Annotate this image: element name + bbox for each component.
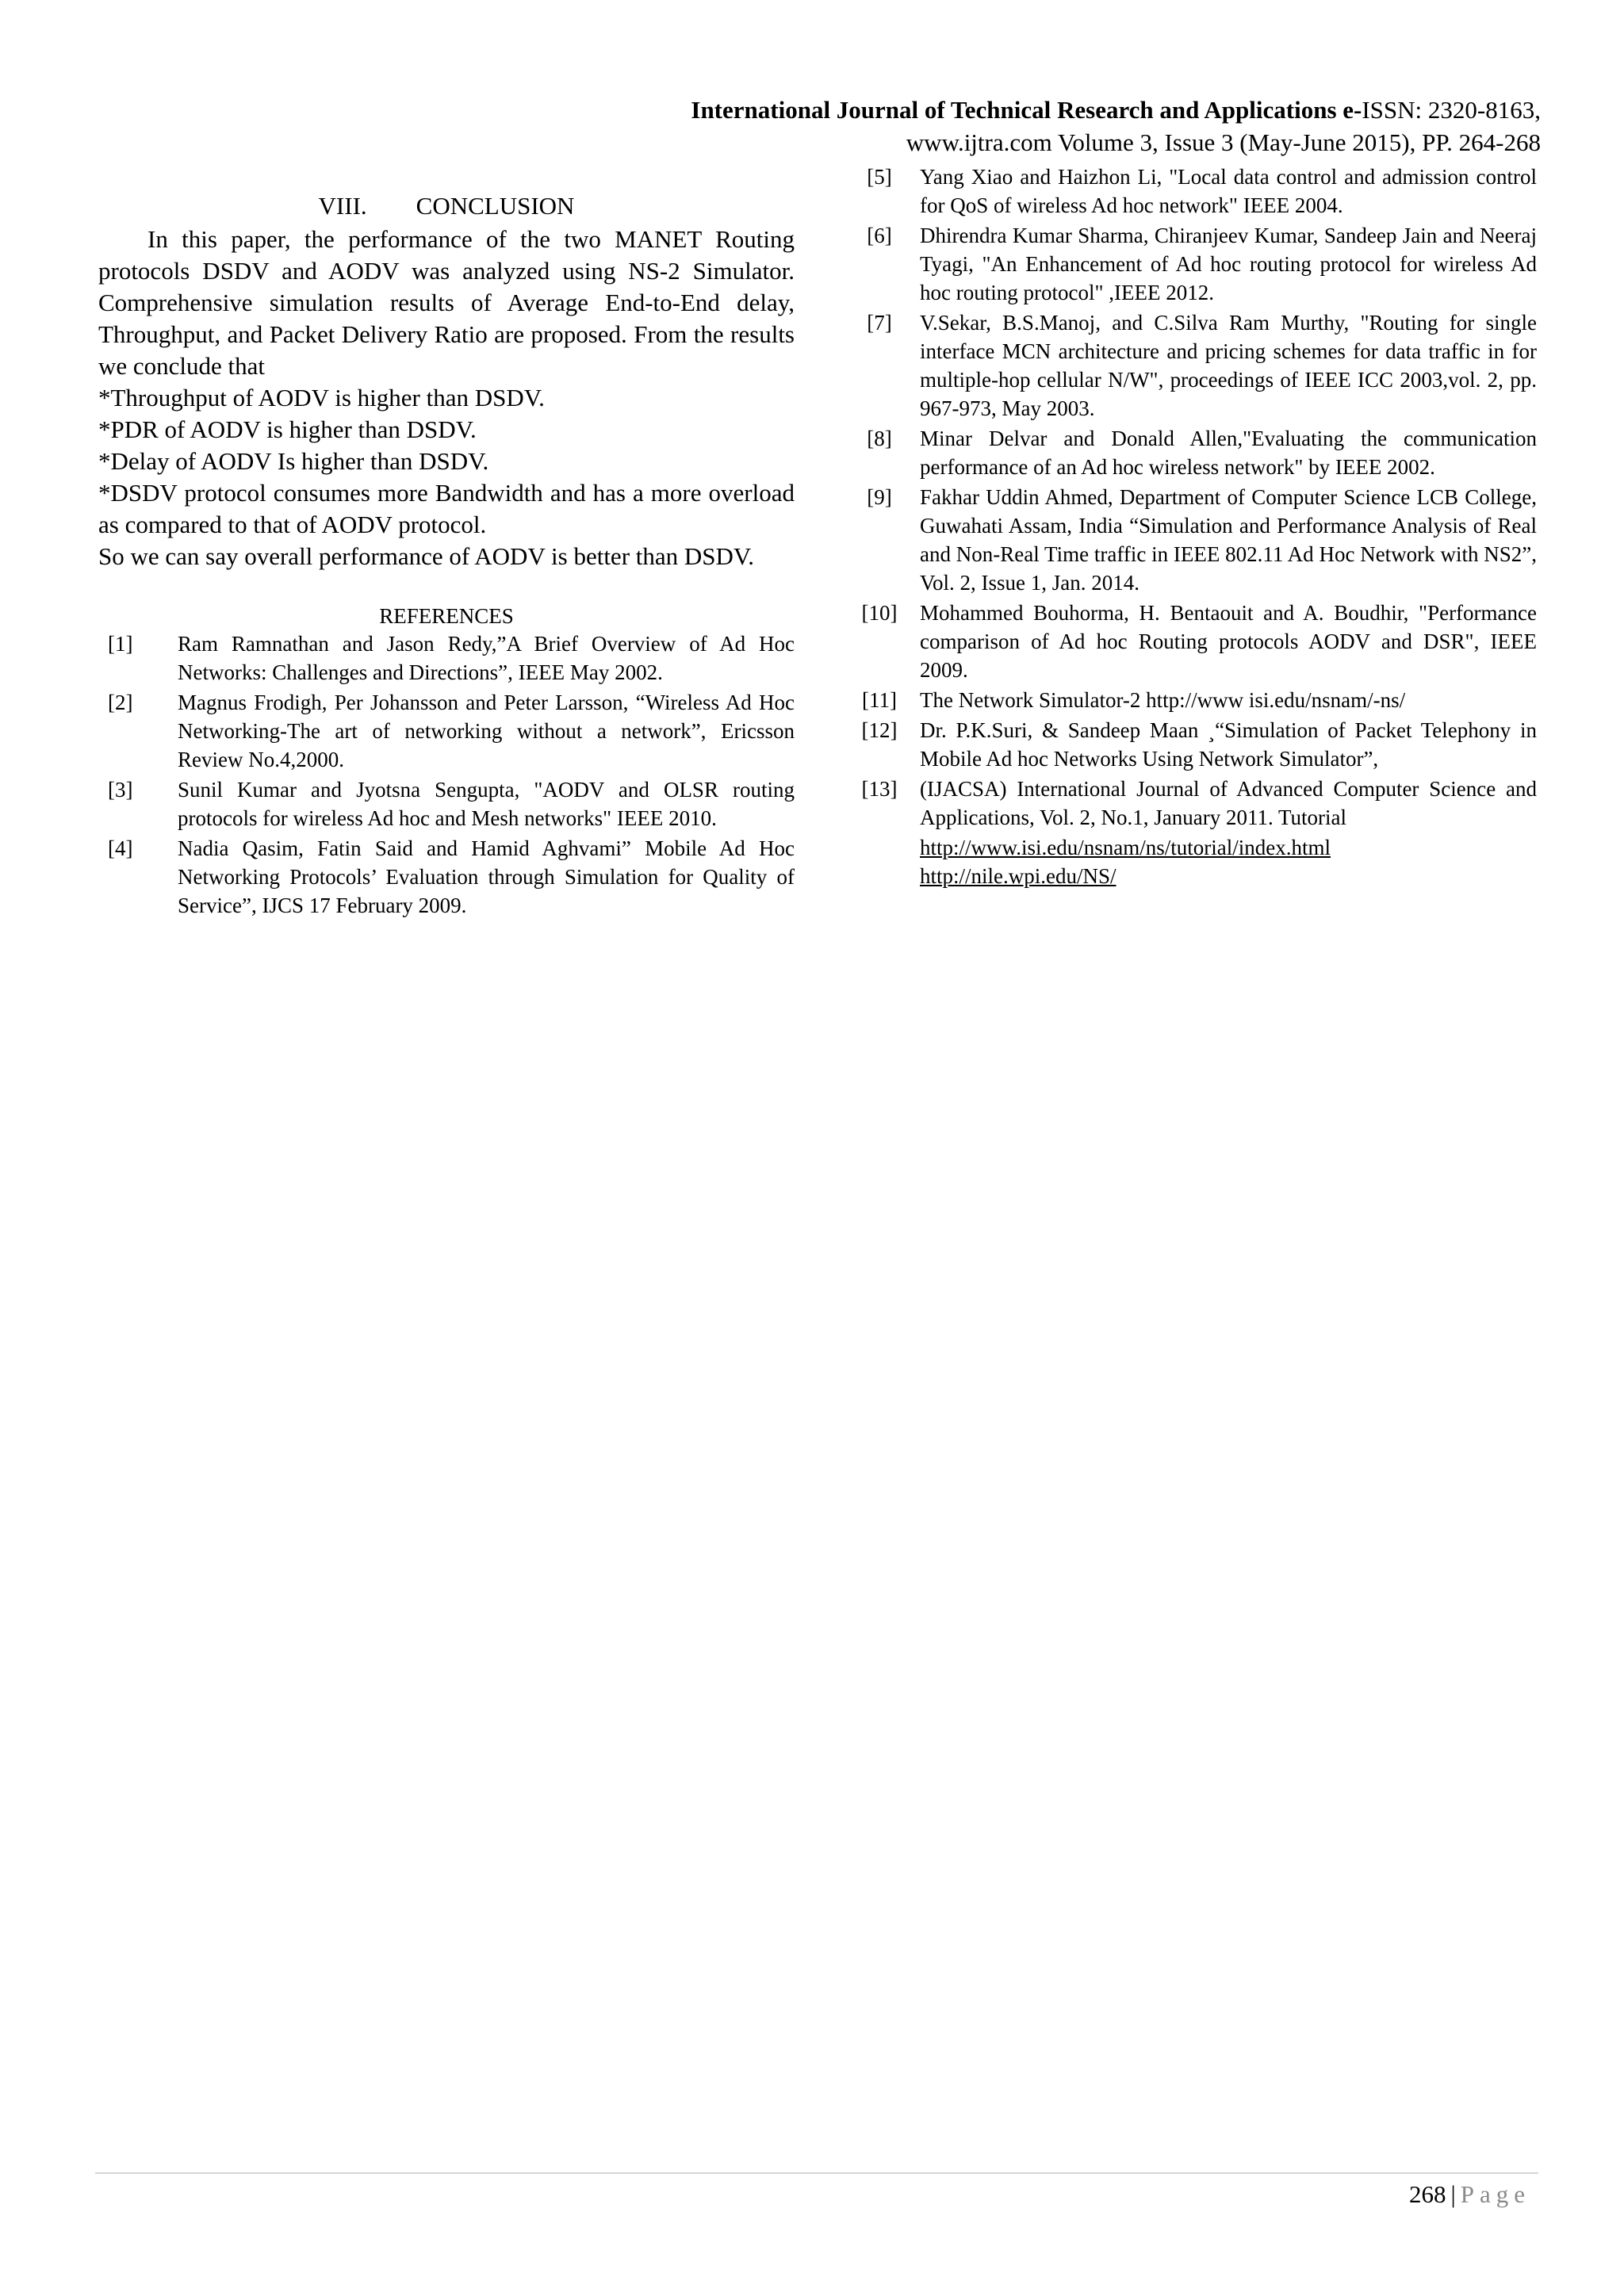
section-number: VIII. (318, 192, 367, 220)
conclusion-paragraph: In this paper, the performance of the two MANET Routing protocols DSDV and AODV was analyzed using NS-2 Simulator. Comprehensive simulation results of Average End-to-End delay, Throughput, and Packet Delivery Ratio are proposed. From the results we conclude that (98, 225, 795, 380)
reference-item (839, 686, 1537, 714)
journal-header (691, 94, 1541, 159)
reference-text: Fakhar Uddin Ahmed, Department of Computer Science LCB College, Guwahati Assam, India “Simulation and Performance Analysis of Real and Non-Real Time traffic in IEEE 802.11 Ad Hoc Network with NS2”, Vol. 2, Issue 1, Jan. 2014. (920, 485, 1537, 595)
reference-item (98, 834, 795, 920)
page-label: Page (1460, 2180, 1530, 2208)
reference-text: Minar Delvar and Donald Allen,"Evaluating the communication performance of an Ad hoc wireless network" by IEEE 2002. (920, 427, 1537, 479)
reference-text: (IJACSA) International Journal of Advanced Computer Science and Applications, Vol. 2, No.1, January 2011. Tutorial (920, 777, 1537, 829)
reference-item (839, 424, 1537, 481)
section-heading-conclusion (98, 190, 795, 222)
reference-index: [13] (861, 777, 898, 801)
reference-text: Dr. P.K.Suri, & Sandeep Maan ¸“Simulation of Packet Telephony in Mobile Ad hoc Networks Using Network Simulator”, (920, 718, 1537, 771)
reference-index: [5] (867, 165, 892, 189)
tutorial-link[interactable]: http://www.isi.edu/nsnam/ns/tutorial/index.html (920, 836, 1331, 859)
reference-text: V.Sekar, B.S.Manoj, and C.Silva Ram Murthy, "Routing for single interface MCN architecture and pricing schemes for data traffic in for multiple-hop cellular N/W", proceedings of IEEE ICC 2003,vol. 2, pp. 967-973, May 2003. (920, 311, 1537, 420)
section-title: CONCLUSION (416, 192, 575, 220)
journal-name: International Journal of Technical Research and Applications e- (691, 96, 1362, 124)
right-column (839, 163, 1537, 890)
conclusion-point: *PDR of AODV is higher than DSDV. (98, 415, 477, 443)
reference-item (98, 629, 795, 687)
reference-index: [10] (861, 601, 898, 625)
reference-item (98, 688, 795, 774)
reference-item (98, 775, 795, 832)
reference-index: [2] (108, 691, 133, 714)
reference-index: [9] (867, 485, 892, 509)
page-footer (1409, 2179, 1530, 2210)
reference-text: Magnus Frodigh, Per Johansson and Peter Larsson, “Wireless Ad Hoc Networking-The art of networking without a network”, Ericsson Review No.4,2000. (178, 691, 795, 771)
reference-text: The Network Simulator-2 http://www isi.edu/nsnam/-ns/ (920, 688, 1406, 712)
reference-text: Sunil Kumar and Jyotsna Sengupta, "AODV and OLSR routing protocols for wireless Ad hoc and Mesh networks" IEEE 2010. (178, 778, 795, 830)
reference-text: Nadia Qasim, Fatin Said and Hamid Aghvami” Mobile Ad Hoc Networking Protocols’ Evaluation through Simulation for Quality of Service”, IJCS 17 February 2009. (178, 836, 795, 917)
conclusion-point: *Throughput of AODV is higher than DSDV. (98, 384, 545, 411)
reference-index: [6] (867, 224, 892, 247)
reference-text: Ram Ramnathan and Jason Redy,”A Brief Overview of Ad Hoc Networks: Challenges and Directions”, IEEE May 2002. (178, 632, 795, 684)
conclusion-point: *DSDV protocol consumes more Bandwidth and has a more overload as compared to that of AODV protocol. (98, 479, 795, 538)
reference-text: Yang Xiao and Haizhon Li, "Local data control and admission control for QoS of wireless Ad hoc network" IEEE 2004. (920, 165, 1537, 217)
page-number: 268 (1409, 2180, 1446, 2208)
conclusion-summary: So we can say overall performance of AODV is better than DSDV. (98, 542, 755, 570)
reference-index: [1] (108, 632, 133, 656)
reference-index: [12] (861, 718, 898, 742)
header-line-1 (691, 94, 1541, 126)
journal-issn: ISSN: 2320-8163, (1362, 96, 1541, 124)
reference-index: [11] (862, 688, 897, 712)
reference-item (839, 163, 1537, 220)
reference-index: [3] (108, 778, 133, 802)
reference-index: [7] (867, 311, 892, 335)
conclusion-point: *Delay of AODV Is higher than DSDV. (98, 447, 489, 475)
reference-index: [4] (108, 836, 133, 860)
reference-text: Dhirendra Kumar Sharma, Chiranjeev Kumar, Sandeep Jain and Neeraj Tyagi, "An Enhancement of Ad hoc routing protocol for wireless Ad hoc routing protocol" ,IEEE 2012. (920, 224, 1537, 304)
reference-text: Mohammed Bouhorma, H. Bentaouit and A. Boudhir, "Performance comparison of Ad hoc Routing protocols AODV and DSR", IEEE 2009. (920, 601, 1537, 682)
reference-item (839, 308, 1537, 423)
reference-item (839, 483, 1537, 597)
reference-item (839, 716, 1537, 773)
ns-tutorial-link[interactable]: http://nile.wpi.edu/NS/ (920, 864, 1116, 888)
reference-item (839, 775, 1537, 832)
reference-item (839, 599, 1537, 684)
reference-item (839, 221, 1537, 307)
footer-separator: | (1450, 2180, 1456, 2208)
references-heading: REFERENCES (379, 604, 514, 628)
reference-index: [8] (867, 427, 892, 450)
footer-divider (95, 2172, 1538, 2174)
header-line-2: www.ijtra.com Volume 3, Issue 3 (May-June 2015), PP. 264-268 (906, 128, 1541, 156)
left-column (98, 190, 795, 921)
